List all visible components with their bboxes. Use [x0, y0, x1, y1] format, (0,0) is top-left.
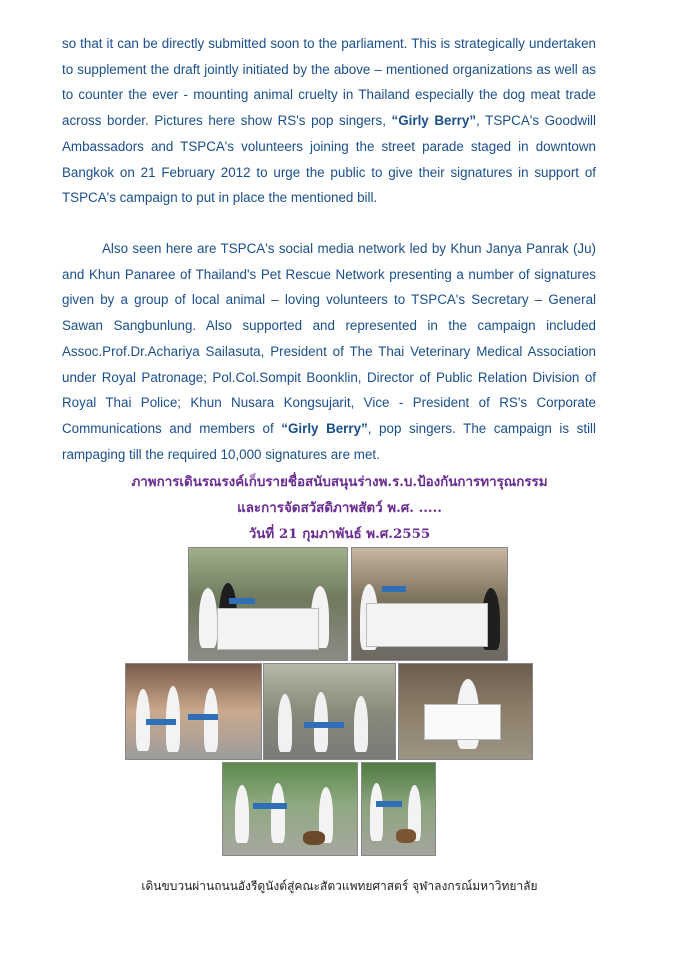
girly-berry-bold: “Girly Berry” — [391, 113, 477, 129]
paragraph-1-text-end: , TSPCA's Goodwill Ambassadors and TSPCA's volunteers joining the street parade staged in downtown Bangkok on 21 February 2012 to urge the public to give their signatures in support of TSPCA's campaign to put in place the mentioned bill. — [62, 113, 596, 206]
photo-parade-dogs-right — [361, 762, 436, 856]
heading-line-1: ภาพการเดินรณรงค์เก็บรายชื่อสนับสนุนร่างพ.ร.บ.ป้องกันการทารุณกรรม — [131, 474, 548, 490]
photo-volunteers-center — [263, 663, 396, 760]
paragraph-2-text-end: , pop singers. The campaign is still rampaging till the required 10,000 signatures are met. — [62, 420, 596, 462]
paragraph-1-text: so that it can be directly submitted soon to the parliament. This is strategically undertaken to supplement the draft jointly initiated by the above – mentioned organizations as well as to counter the ever - mounting animal cruelty in Thailand especially the dog meat trade across border. Pictures here show RS's pop singers, — [62, 36, 596, 129]
paragraph-1 — [62, 31, 596, 211]
heading-line-3: วันที่ 21 กุมภาพันธ์ พ.ศ.2555 — [248, 526, 431, 542]
photo-parade-dogs-left — [222, 762, 358, 856]
photo-caption: เดินขบวนผ่านถนนอังรีดูนังต์สู่คณะสัตวแพทยศาสตร์ จุฬาลงกรณ์มหาวิทยาลัย — [141, 879, 538, 893]
paragraph-2 — [62, 236, 596, 467]
photo-group-banner-left — [188, 547, 348, 661]
photo-volunteers-signs-left — [125, 663, 262, 760]
photo-woman-with-sign — [398, 663, 533, 760]
heading-line-2: และการจัดสวัสดิภาพสัตว์ พ.ศ. ..... — [237, 500, 442, 516]
photo-group-banner-right — [351, 547, 508, 661]
girly-berry-bold-2: “Girly Berry” — [281, 420, 368, 436]
paragraph-2-text: Also seen here are TSPCA's social media network led by Khun Janya Panrak (Ju) and Khun Panaree of Thailand's Pet Rescue Network presenting a number of signatures given by a group of local animal – loving volunteers to TSPCA's Secretary – General Sawan Sangbunlung. Also supported and represented in the campaign included Assoc.Prof.Dr.Achariya Sailasuta, President of The Thai Veterinary Medical Association under Royal Patronage; Pol.Col.Sompit Boonklin, Director of Public Relation Division of Royal Thai Police; Khun Nusara Kongsujarit, Vice - President of RS's Corporate Communications and members of — [62, 241, 596, 436]
